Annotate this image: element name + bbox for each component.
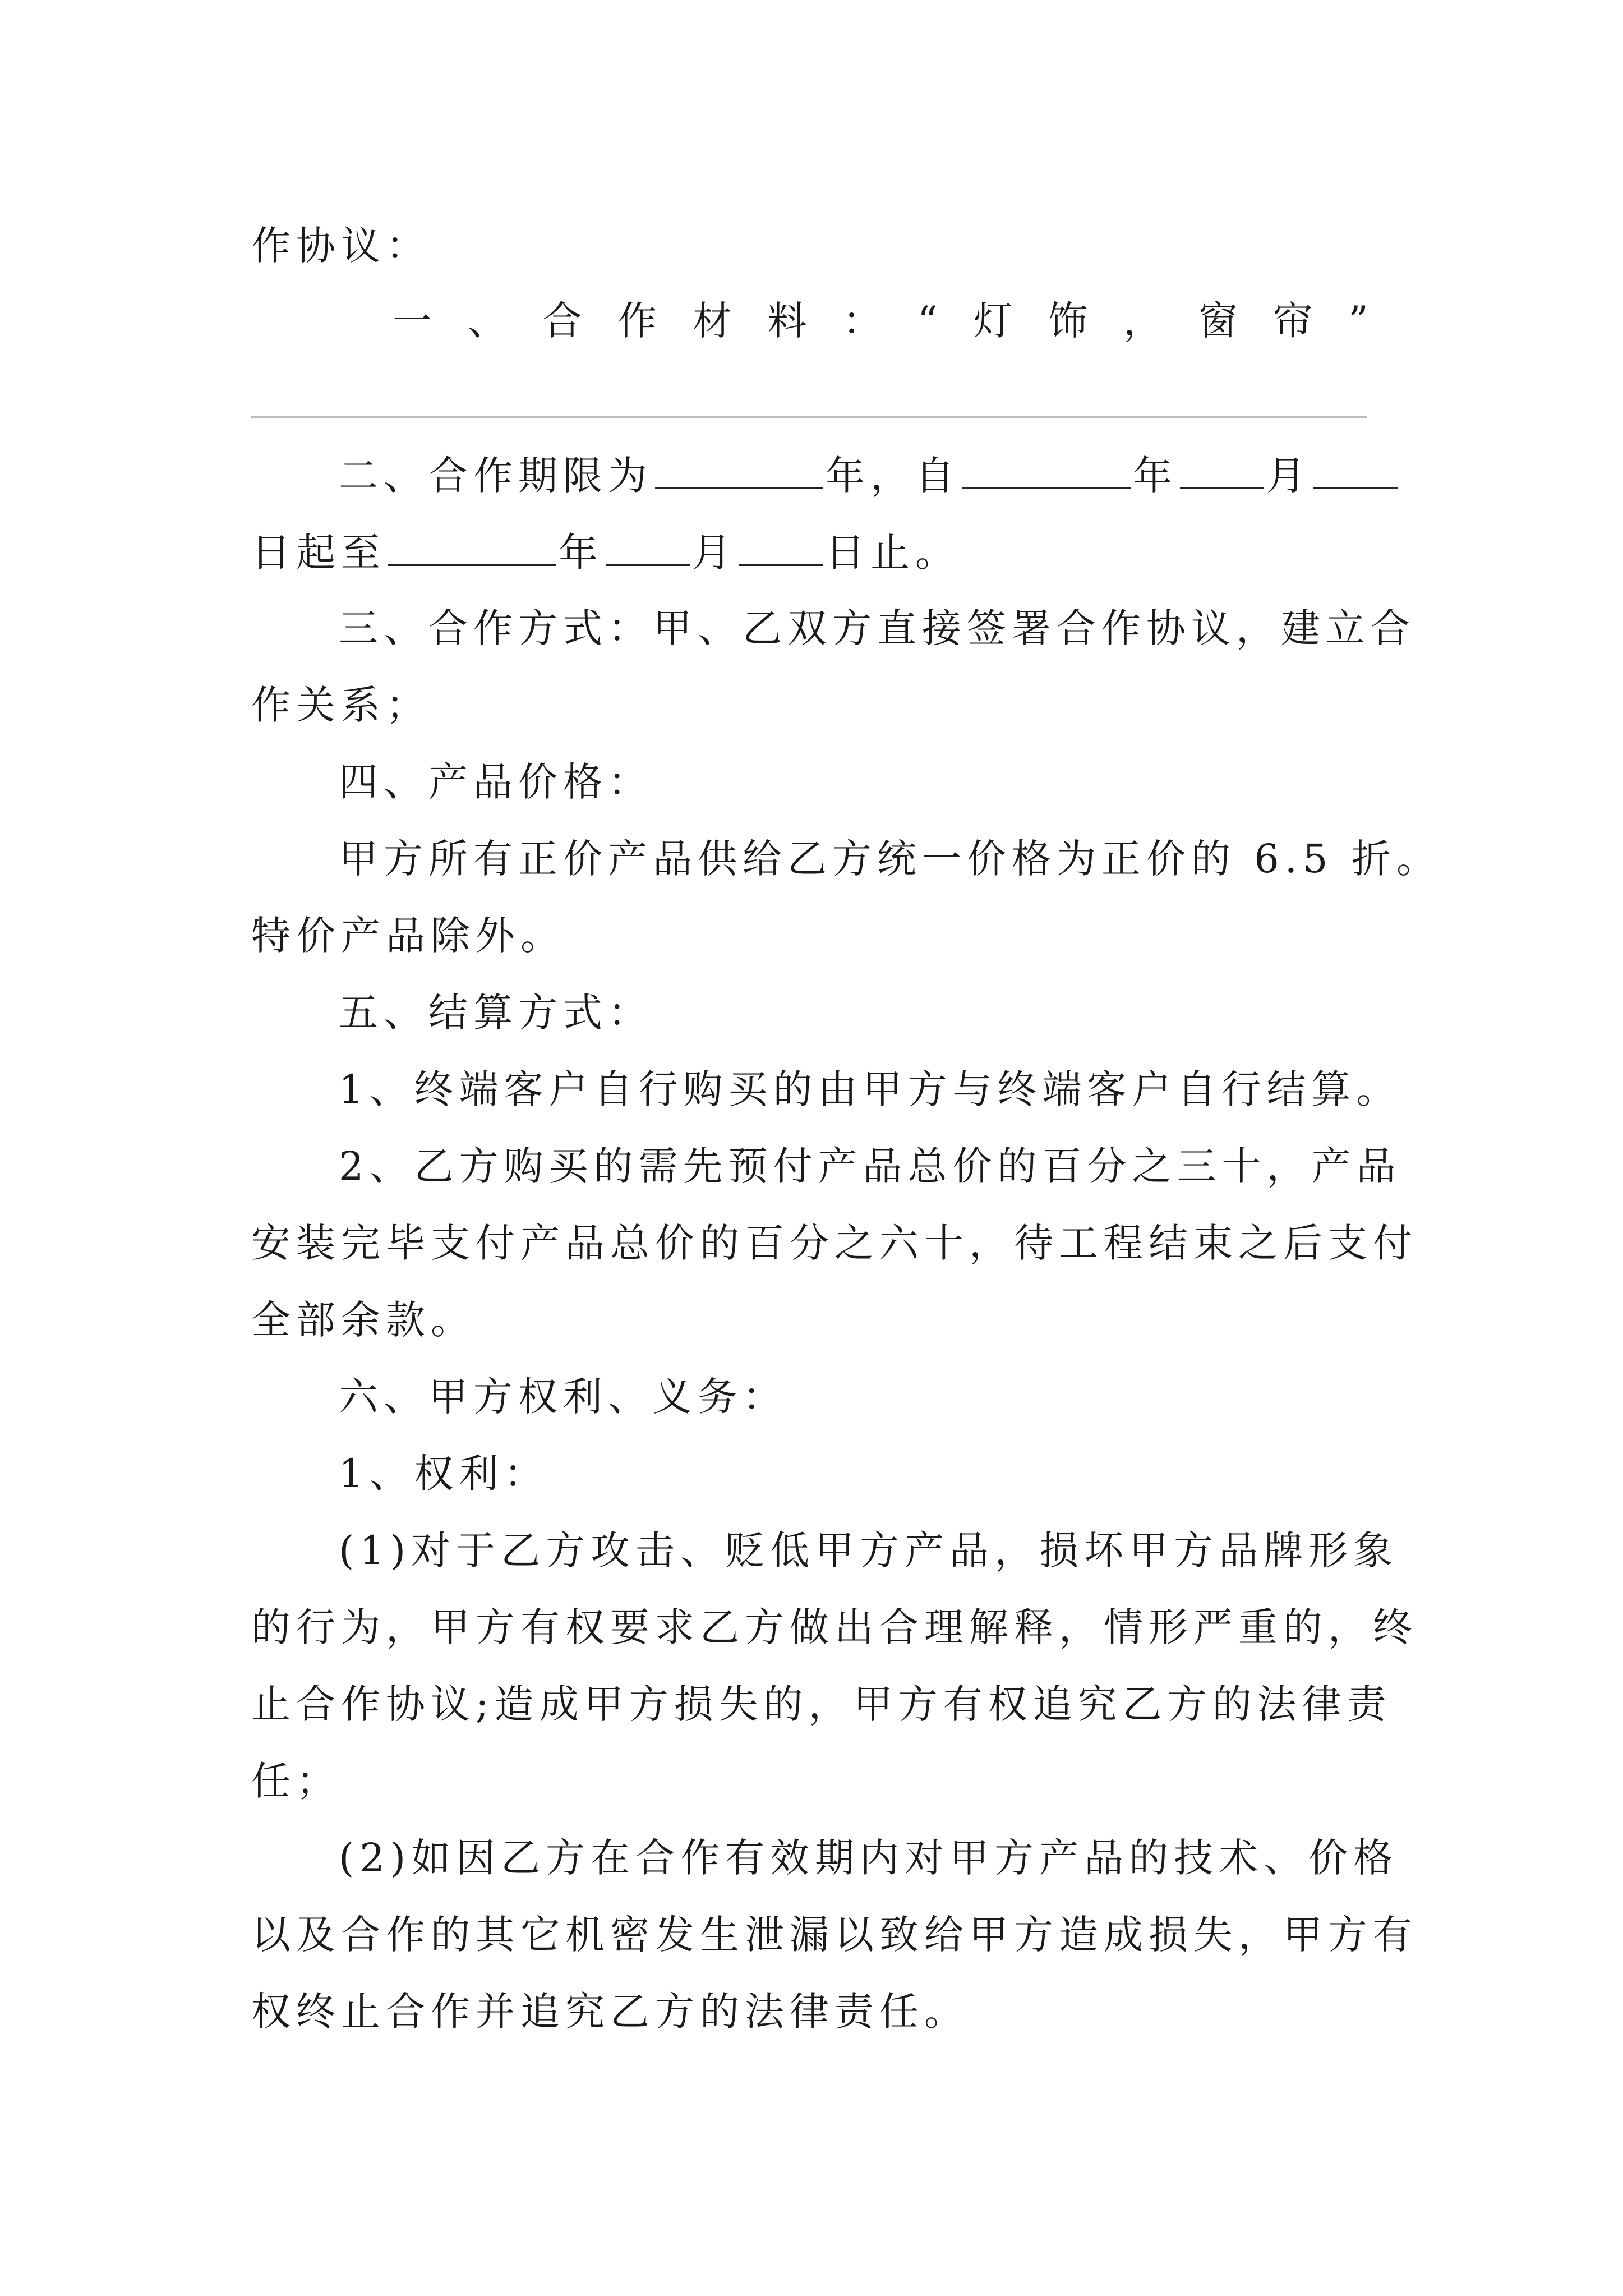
heading-char: 饰: [1048, 298, 1088, 344]
heading-char: 一: [393, 298, 432, 344]
term-text: 日起至: [251, 530, 386, 576]
heading-char: 合: [542, 298, 582, 344]
heading-char: 作: [617, 298, 657, 344]
heading-char: 料: [767, 298, 807, 344]
text-line: 以及合作的其它机密发生泄漏以致给甲方造成损失，甲方有: [251, 1912, 1418, 1958]
heading-char: ”: [1348, 298, 1368, 344]
text-line: (2)如因乙方在合作有效期内对甲方产品的技术、价格: [339, 1835, 1399, 1881]
blank-field: [962, 448, 1131, 489]
term-text: 年: [1133, 453, 1178, 499]
term-text: 年: [559, 530, 603, 576]
term-text: 二、合作期限为: [339, 453, 653, 499]
text-line: 权终止合作并追究乙方的法律责任。: [251, 1989, 969, 2035]
heading-char: ，: [1123, 298, 1163, 344]
blank-field: [739, 524, 823, 566]
heading-char: “: [917, 298, 938, 344]
text-line: 全部余款。: [251, 1297, 476, 1343]
text-line: 甲方所有正价产品供给乙方统一价格为正价的 6.5 折。: [339, 836, 1441, 882]
heading-char: 灯: [973, 298, 1013, 344]
text-line: 2、乙方购买的需先预付产品总价的百分之三十，产品: [339, 1143, 1401, 1189]
section-heading-materials: [393, 294, 1368, 348]
blank-field: [606, 524, 690, 566]
text-line: 四、产品价格：: [339, 759, 653, 805]
text-line: (1)对于乙方攻击、贬低甲方产品，损坏甲方品牌形象: [339, 1527, 1399, 1573]
text-line: 1、终端客户自行购买的由甲方与终端客户自行结算。: [339, 1066, 1401, 1112]
heading-char: 帘: [1273, 298, 1313, 344]
text-line: 的行为，甲方有权要求乙方做出合理解释，情形严重的，终: [251, 1604, 1418, 1650]
blank-field: [1313, 448, 1398, 489]
text-line: 任；: [251, 1758, 341, 1804]
term-text: 日止。: [826, 530, 960, 576]
text-line: 三、合作方式：甲、乙双方直接签署合作协议，建立合: [339, 605, 1415, 651]
text-line: 作关系；: [251, 682, 431, 728]
term-text: 月: [1266, 453, 1311, 499]
term-line-2: [251, 524, 960, 579]
text-line: 六、甲方权利、义务：: [339, 1374, 787, 1420]
text-line: 安装完毕支付产品总价的百分之六十，待工程结束之后支付: [251, 1220, 1418, 1266]
heading-char: ：: [842, 298, 882, 344]
text-line: 五、结算方式：: [339, 990, 653, 1036]
term-text: 月: [692, 530, 737, 576]
term-text: 年，自: [826, 453, 960, 499]
heading-char: 窗: [1198, 298, 1238, 344]
blank-field: [388, 524, 556, 566]
blank-field: [1180, 448, 1264, 489]
text-line: 1、权利：: [339, 1451, 549, 1497]
text-line: 特价产品除外。: [251, 913, 565, 959]
blank-field: [655, 448, 823, 489]
text-line: 止合作协议;造成甲方损失的，甲方有权追究乙方的法律责: [251, 1681, 1392, 1727]
divider-rule: [251, 416, 1367, 418]
text-line: 作协议：: [251, 223, 431, 269]
term-line-1: [339, 448, 1400, 503]
heading-char: 、: [467, 298, 507, 344]
heading-char: 材: [692, 298, 732, 344]
